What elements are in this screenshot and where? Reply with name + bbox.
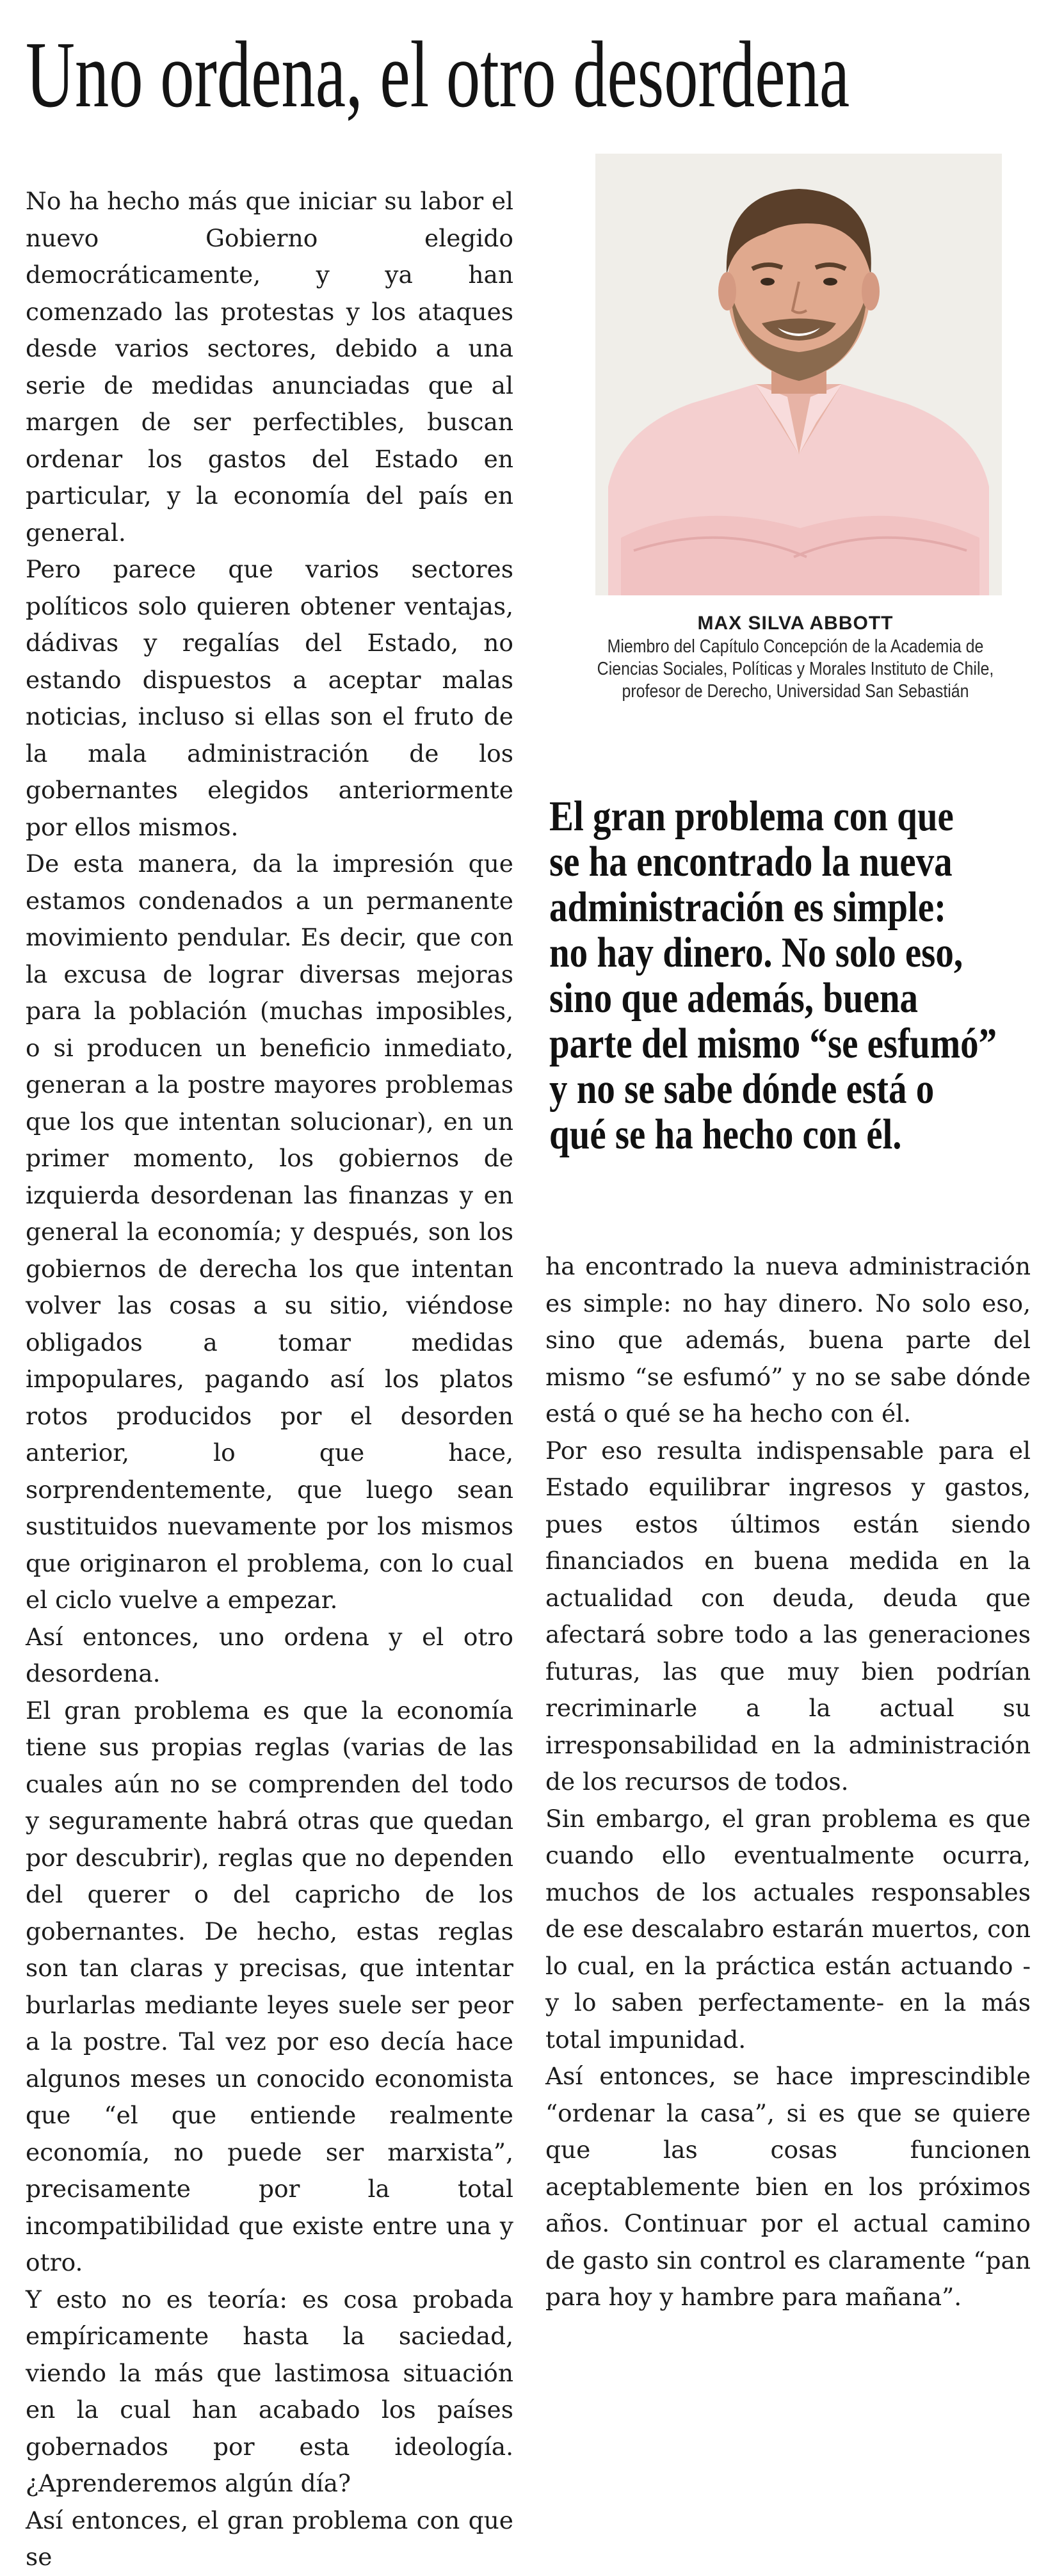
pull-quote-line: no hay dinero. No solo eso, [549, 929, 963, 976]
pull-quote-line: se ha encontrado la nueva [549, 838, 953, 885]
author-photo [595, 154, 1002, 595]
paragraph: Así entonces, se hace imprescindible “ordenar la casa”, si es que se quiere que las cosas funcionen aceptablemente bien en los próximos años. Continuar por el actual camino de gasto sin control es claramente “pan para hoy y hambre para mañana”. [545, 2062, 1031, 2311]
pull-quote-line: El gran problema con que [549, 793, 954, 840]
paragraph: El gran problema es que la economía tiene sus propias reglas (varias de las cuales aún no se comprenden del todo y seguramente habrá otras que quedan por descubrir), reglas que no dependen del querer o del capricho de los gobernantes. De hecho, estas reglas son tan claras y precisas, que intentar burlarlas mediante leyes suele ser peor a la postre. Tal vez por eso decía hace algunos meses un conocido economista que “el que entiende realmente economía, no puede ser marxista”, precisamente por la total incompatibilidad que existe entre una y otro. [26, 1696, 513, 2276]
pull-quote-line: y no se sabe dónde está o [549, 1065, 935, 1113]
pull-quote [549, 793, 997, 1158]
pull-quote-line: qué se ha hecho con él. [549, 1111, 902, 1158]
paragraph: Así entonces, el gran problema con que se [26, 2506, 513, 2571]
paragraph: De esta manera, da la impresión que estamos condenados a un permanente movimiento pendular. Es decir, que con la excusa de lograr diversas mejoras para la población (muchas imposibles, o si producen un beneficio inmediato, generan a la postre mayores problemas que los que intentan solucionar), en un primer momento, los gobiernos de izquierda desordenan las finanzas y en general la economía; y después, son los gobiernos de derecha los que intentan volver las cosas a su sitio, viéndose obligados a tomar medidas impopulares, pagando así los platos rotos producidos por el desorden anterior, lo que hace, sorprendentemente, que luego sean sustituidos nuevamente por los mismos que originaron el problema, con lo cual el ciclo vuelve a empezar. [26, 849, 513, 1614]
author-portrait-illustration [595, 154, 1002, 595]
paragraph: Y esto no es teoría: es cosa probada empíricamente hasta la saciedad, viendo la más que lastimosa situación en la cual han acabado los países gobernados por esta ideología. ¿Aprenderemos algún día? [26, 2285, 513, 2497]
author-name: MAX SILVA ABBOTT [697, 613, 894, 634]
paragraph: Por eso resulta indispensable para el Estado equilibrar ingresos y gastos, pues estos últimos están siendo financiados en buena medida en la actualidad con deuda, deuda que afectará sobre todo a las generaciones futuras, las que muy bien podrían recriminarle a la actual su irresponsabilidad en la administración de los recursos de todos. [545, 1436, 1031, 1796]
paragraph: No ha hecho más que iniciar su labor el nuevo Gobierno elegido democráticamente, y ya han comenzado las protestas y los ataques desde varios sectores, debido a una serie de medidas anunciadas que al margen de ser perfectibles, buscan ordenar los gastos del Estado en particular, y la economía del país en general. [26, 187, 513, 547]
pull-quote-line: parte del mismo “se esfumó” [549, 1020, 997, 1067]
pull-quote-line: administración es simple: [549, 883, 947, 931]
author-role-line: Ciencias Sociales, Políticas y Morales Instituto de Chile, [597, 659, 994, 679]
article-column-left [26, 183, 513, 2576]
paragraph: Sin embargo, el gran problema es que cuando ello eventualmente ocurra, muchos de los actuales responsables de ese descalabro estarán muertos, con lo cual, en la práctica están actuando -y lo saben perfectamente- en la más total impunidad. [545, 1804, 1031, 2054]
article-column-right [545, 1248, 1031, 2316]
headline: Uno ordena, el otro desordena [26, 22, 850, 127]
author-role-line: Miembro del Capítulo Concepción de la Academia de [607, 636, 984, 657]
paragraph: ha encontrado la nueva administración es simple: no hay dinero. No solo eso, sino que además, buena parte del mismo “se esfumó” y no se sabe dónde está o qué se ha hecho con él. [545, 1252, 1031, 1428]
pull-quote-line: sino que además, buena [549, 974, 918, 1022]
author-caption [551, 611, 1040, 703]
paragraph: Así entonces, uno ordena y el otro desordena. [26, 1622, 513, 1687]
author-role-line: profesor de Derecho, Universidad San Sebastián [622, 681, 969, 702]
paragraph: Pero parece que varios sectores políticos solo quieren obtener ventajas, dádivas y regalías del Estado, no estando dispuestos a aceptar malas noticias, incluso si ellas son el fruto de la mala administración de los gobernantes elegidos anteriormente por ellos mismos. [26, 555, 513, 841]
